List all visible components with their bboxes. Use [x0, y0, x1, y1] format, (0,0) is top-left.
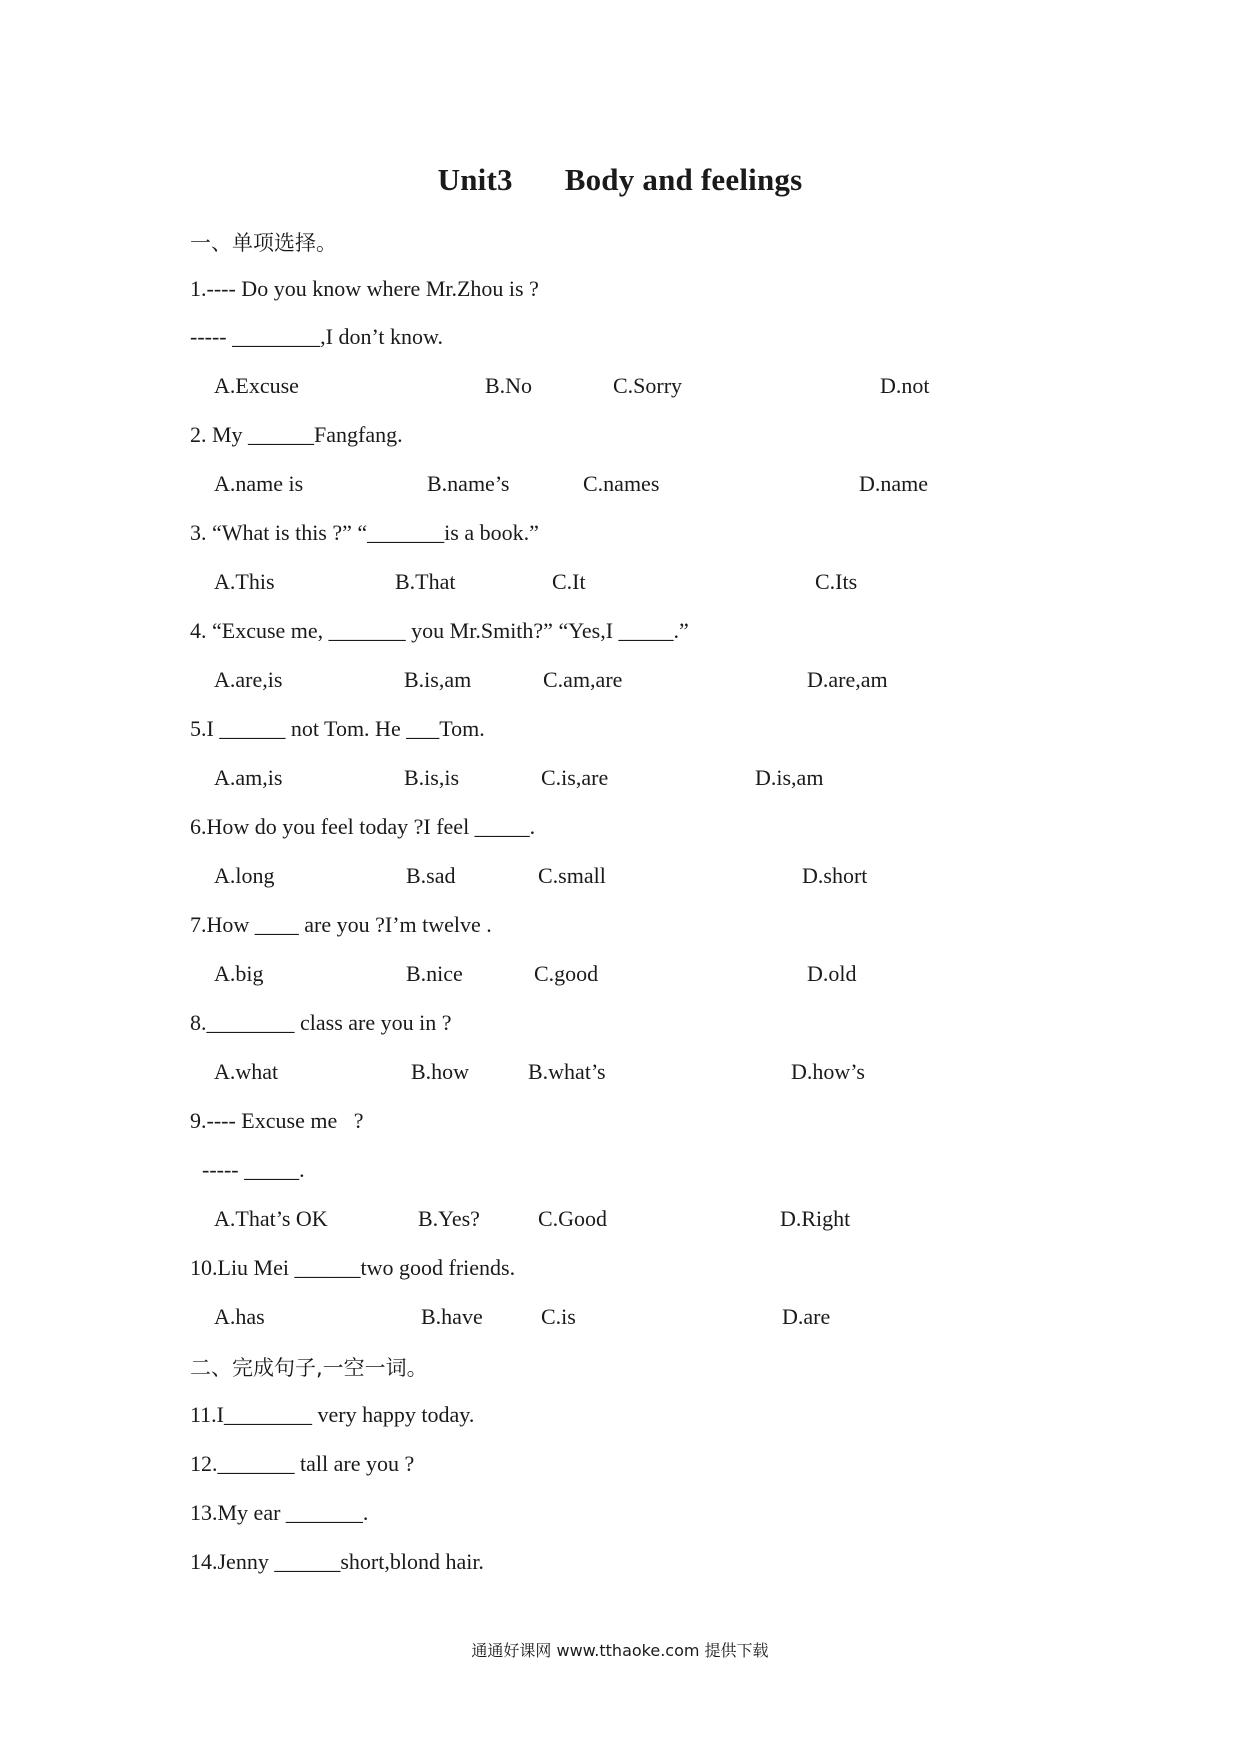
- option-b: B.how: [411, 1059, 470, 1084]
- option-c: C.names: [583, 471, 660, 496]
- option-d: D.are,am: [807, 667, 888, 692]
- option-c: C.small: [538, 863, 606, 888]
- option-d: D.name: [859, 471, 929, 496]
- question-stem: 5.I ______ not Tom. He ___Tom.: [190, 716, 485, 741]
- question-stem: 7.How ____ are you ?I’m twelve .: [190, 912, 492, 937]
- option-b: B.That: [395, 569, 456, 594]
- option-c: C.Sorry: [613, 373, 683, 398]
- section-heading-1: 一、单项选择。: [190, 231, 337, 255]
- option-b: B.Yes?: [418, 1206, 480, 1231]
- option-a: A.Excuse: [214, 373, 299, 398]
- option-a: A.name is: [214, 471, 304, 496]
- option-d: D.how’s: [791, 1059, 865, 1084]
- option-d: C.Its: [815, 569, 858, 594]
- page-title: [0, 162, 1240, 198]
- option-c: B.what’s: [528, 1059, 606, 1084]
- option-a: A.what: [214, 1059, 279, 1084]
- fill-in-sentence: 14.Jenny ______short,blond hair.: [190, 1549, 484, 1574]
- option-b: B.name’s: [427, 471, 510, 496]
- title-unit: Unit3: [437, 162, 513, 197]
- question-stem: 4. “Excuse me, _______ you Mr.Smith?” “Yes,I _____.”: [190, 618, 689, 643]
- question-stem: 6.How do you feel today ?I feel _____.: [190, 814, 536, 839]
- option-a: A.am,is: [214, 765, 283, 790]
- option-b: B.have: [421, 1304, 483, 1329]
- option-c: C.good: [534, 961, 599, 986]
- option-d: D.is,am: [755, 765, 824, 790]
- option-b: B.sad: [406, 863, 456, 888]
- option-b: B.is,am: [404, 667, 472, 692]
- section-heading-2: 二、完成句子,一空一词。: [190, 1356, 428, 1380]
- question-stem: 3. “What is this ?” “_______is a book.”: [190, 520, 539, 545]
- option-c: C.It: [552, 569, 586, 594]
- question-stem: 9.---- Excuse me ?: [190, 1108, 364, 1133]
- option-a: A.This: [214, 569, 275, 594]
- option-d: D.Right: [780, 1206, 851, 1231]
- option-d: D.are: [782, 1304, 831, 1329]
- fill-in-sentence: 11.I________ very happy today.: [190, 1402, 475, 1427]
- option-a: A.are,is: [214, 667, 283, 692]
- question-stem: 8.________ class are you in ?: [190, 1010, 452, 1035]
- question-stem: 10.Liu Mei ______two good friends.: [190, 1255, 516, 1280]
- question-stem: 2. My ______Fangfang.: [190, 422, 403, 447]
- option-c: C.is: [541, 1304, 576, 1329]
- option-a: A.That’s OK: [214, 1206, 328, 1231]
- option-a: A.long: [214, 863, 275, 888]
- fill-in-sentence: 13.My ear _______.: [190, 1500, 369, 1525]
- question-stem: 1.---- Do you know where Mr.Zhou is ?: [190, 276, 539, 301]
- option-d: D.not: [880, 373, 930, 398]
- question-stem-reply: ----- ________,I don’t know.: [190, 324, 443, 349]
- page-footer: 通通好课网 www.tthaoke.com 提供下载: [471, 1641, 769, 1660]
- option-d: D.short: [802, 863, 868, 888]
- option-c: C.is,are: [541, 765, 609, 790]
- fill-in-sentence: 12._______ tall are you ?: [190, 1451, 415, 1476]
- option-a: A.has: [214, 1304, 265, 1329]
- question-stem-reply: ----- _____.: [202, 1157, 305, 1182]
- option-c: C.Good: [538, 1206, 608, 1231]
- option-c: C.am,are: [543, 667, 623, 692]
- option-a: A.big: [214, 961, 264, 986]
- title-topic: Body and feelings: [564, 162, 803, 197]
- option-b: B.nice: [406, 961, 463, 986]
- option-b: B.No: [485, 373, 533, 398]
- option-d: D.old: [807, 961, 857, 986]
- option-b: B.is,is: [404, 765, 460, 790]
